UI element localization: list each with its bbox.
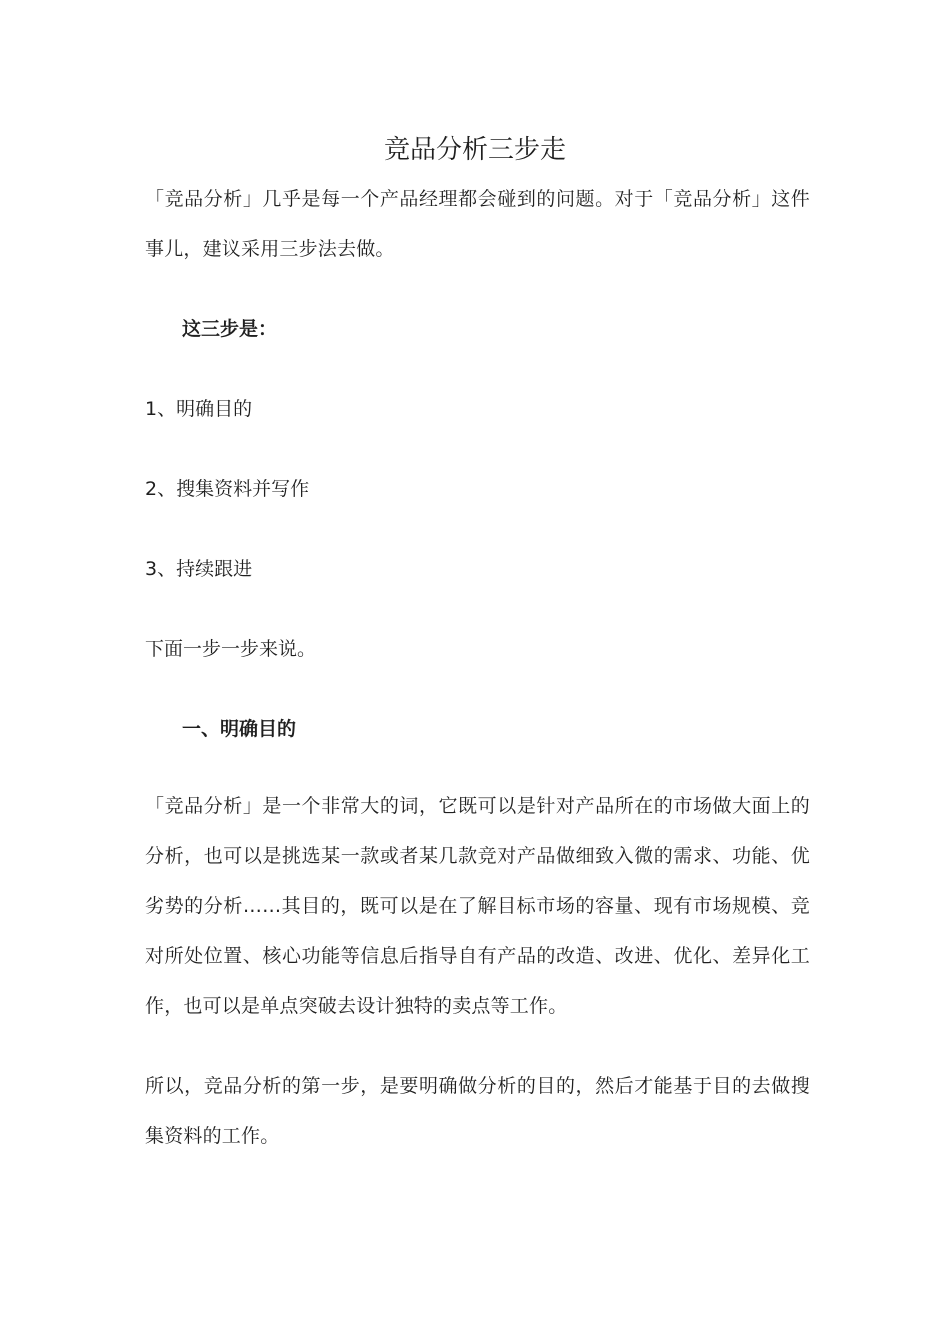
section-1-paragraph-1: 「竞品分析」是一个非常大的词，它既可以是针对产品所在的市场做大面上的分析，也可以是挑选某一款或者某几款竞对产品做细致入微的需求、功能、优劣势的分析……其目的，既可以是在了解目标市场的容量、现有市场规模、竞对所处位置、核心功能等信息后指导自有产品的改造、改进、优化、差异化工作，也可以是单点突破去设计独特的卖点等工作。 bbox=[145, 795, 810, 1017]
section-1-paragraph-2: 所以，竞品分析的第一步，是要明确做分析的目的，然后才能基于目的去做搜集资料的工作。 bbox=[145, 1075, 810, 1147]
document-title: 竞品分析三步走 bbox=[383, 135, 566, 165]
steps-heading: 这三步是： bbox=[182, 318, 278, 340]
section-1-heading: 一、明确目的 bbox=[182, 718, 297, 740]
step-item-3: 3、持续跟进 bbox=[145, 558, 253, 580]
step-item-2: 2、搜集资料并写作 bbox=[145, 478, 310, 500]
transition-text: 下面一步一步来说。 bbox=[145, 638, 317, 660]
intro-paragraph: 「竞品分析」几乎是每一个产品经理都会碰到的问题。对于「竞品分析」这件事儿，建议采用三步法去做。 bbox=[145, 188, 810, 260]
step-item-1: 1、明确目的 bbox=[145, 398, 253, 420]
